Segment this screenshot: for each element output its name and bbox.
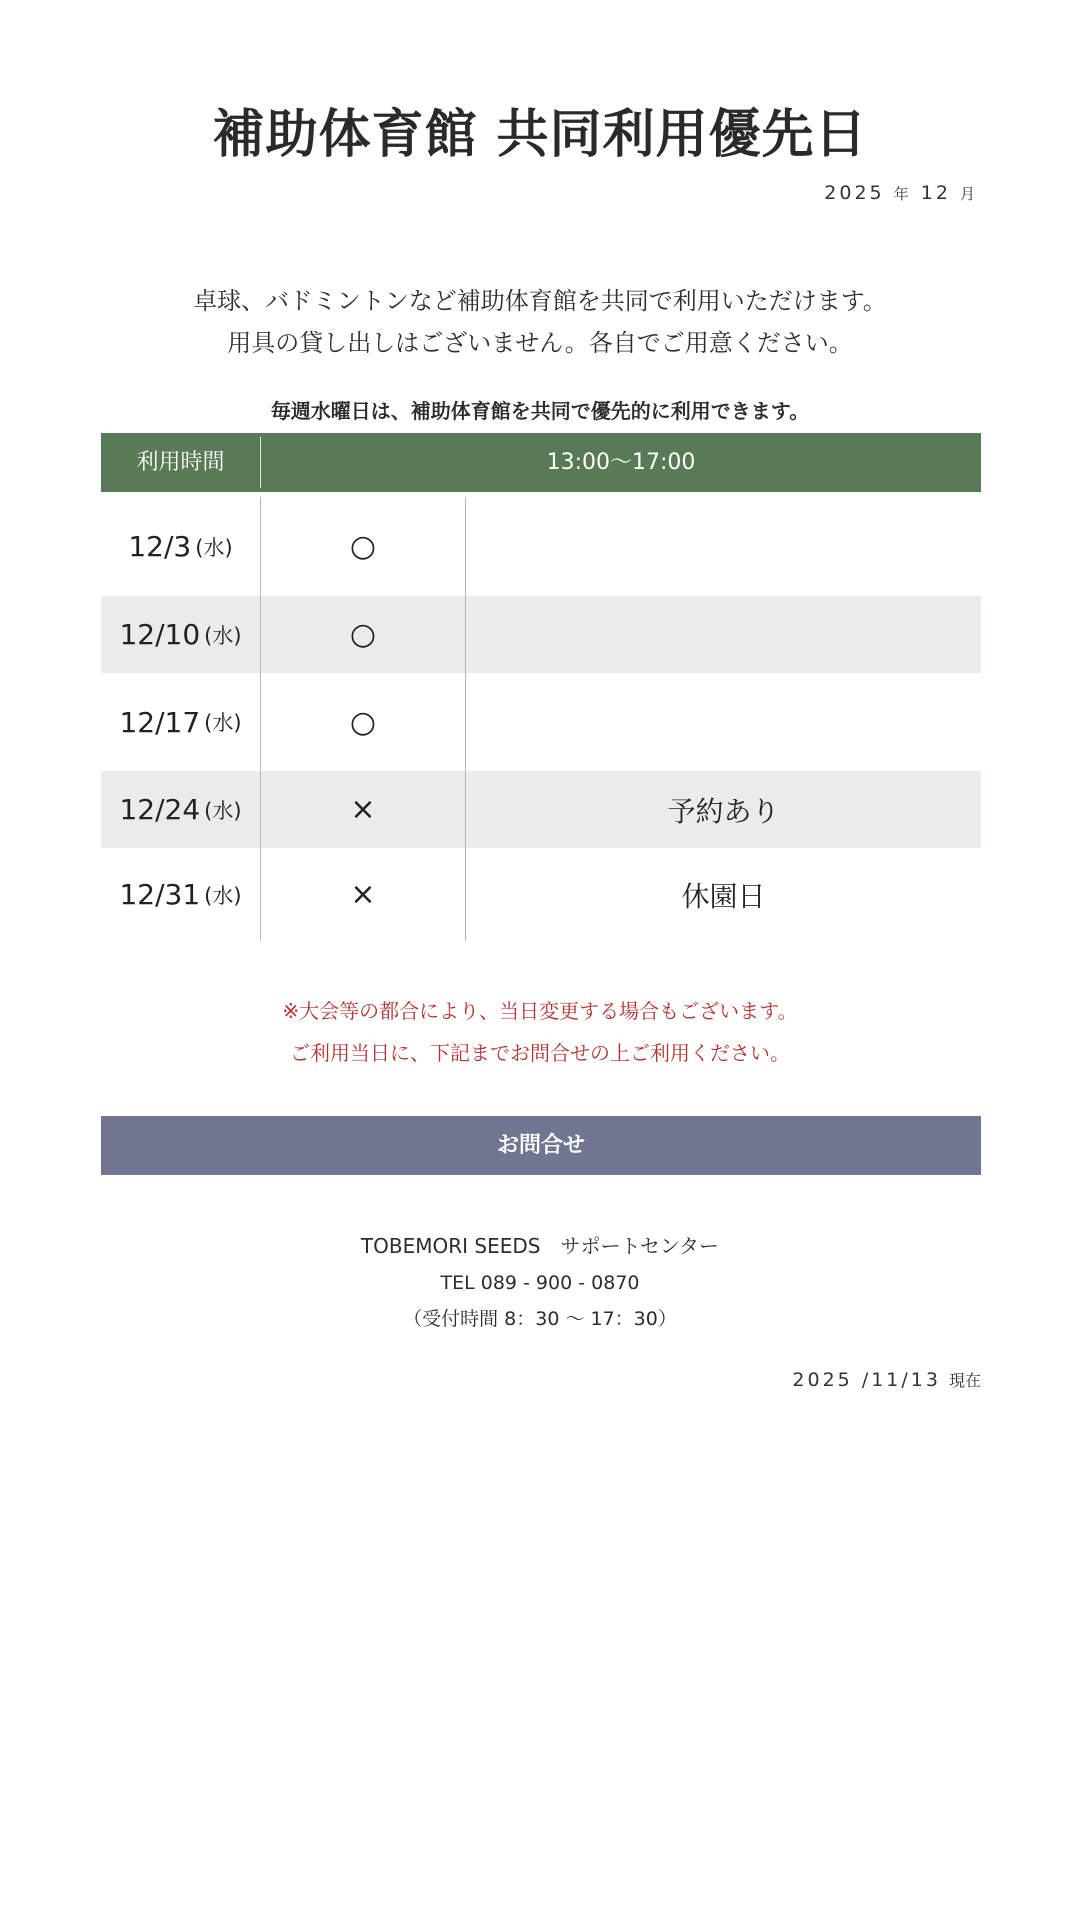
as-of-date-value: 2025 /11/13: [792, 1369, 941, 1391]
contact-heading: お問合せ: [101, 1116, 981, 1175]
table-row: [101, 497, 981, 596]
row-note: [466, 596, 981, 673]
row-date: [101, 771, 260, 848]
intro-line-2: 用具の貸し出しはございません。各自でご用意ください。: [227, 329, 853, 357]
weekday: (水): [204, 711, 242, 735]
month-year-unit: 年: [893, 185, 912, 203]
as-of-suffix: 現在: [948, 1371, 981, 1390]
row-note: 休園日: [681, 879, 766, 913]
weekly-note: 毎週水曜日は、補助体育館を共同で優先的に利用できます。: [270, 399, 810, 423]
row-note: [466, 497, 981, 596]
row-date: [101, 848, 260, 941]
availability-mark: ×: [350, 792, 376, 827]
date-value: 12/24: [119, 793, 201, 826]
row-note: 予約あり: [667, 794, 780, 828]
weekday: (水): [204, 883, 242, 908]
as-of-date: [792, 1368, 981, 1391]
header-time-range: 13:00〜17:00: [546, 450, 696, 475]
month-number: 12: [920, 182, 951, 204]
availability-mark: ×: [350, 877, 376, 912]
intro-text: [0, 280, 1080, 364]
month-year: 2025: [824, 182, 885, 204]
schedule-table-header: [101, 433, 981, 492]
support-center-name: TOBEMORI SEEDS サポートセンター: [360, 1234, 720, 1258]
row-date: [101, 596, 260, 673]
date-value: 12/31: [119, 878, 201, 911]
weekday: (水): [195, 535, 233, 560]
availability-mark: ○: [349, 617, 377, 652]
availability-mark: ○: [349, 529, 377, 564]
weekday: (水): [204, 798, 242, 823]
date-value: 12/17: [119, 705, 201, 739]
table-row: [101, 771, 981, 848]
table-row: [101, 596, 981, 673]
date-value: 12/3: [128, 530, 192, 563]
table-row: [101, 848, 981, 941]
month-label: [824, 182, 978, 204]
page-title: 補助体育館 共同利用優先日: [212, 105, 868, 165]
intro-line-1: 卓球、バドミントンなど補助体育館を共同で利用いただけます。: [193, 287, 887, 315]
month-unit: 月: [959, 185, 978, 203]
row-note: [466, 673, 981, 771]
table-divider-date: [260, 497, 261, 941]
reception-hours: （受付時間 8：30 〜 17：30）: [403, 1308, 677, 1330]
table-divider-mark: [465, 497, 466, 941]
phone-number: TEL 089 - 900 - 0870: [440, 1272, 640, 1294]
notice-line-1: ※大会等の都合により、当日変更する場合もございます。: [282, 999, 798, 1023]
change-notice: [0, 990, 1080, 1074]
table-row: [101, 673, 981, 771]
notice-line-2: ご利用当日に、下記までお問合せの上ご利用ください。: [290, 1041, 790, 1065]
row-date: [101, 497, 260, 596]
date-value: 12/10: [119, 618, 201, 651]
row-date: [101, 673, 260, 771]
availability-mark: ○: [349, 704, 377, 740]
header-usage-time-label: 利用時間: [136, 450, 225, 475]
weekday: (水): [204, 623, 242, 648]
